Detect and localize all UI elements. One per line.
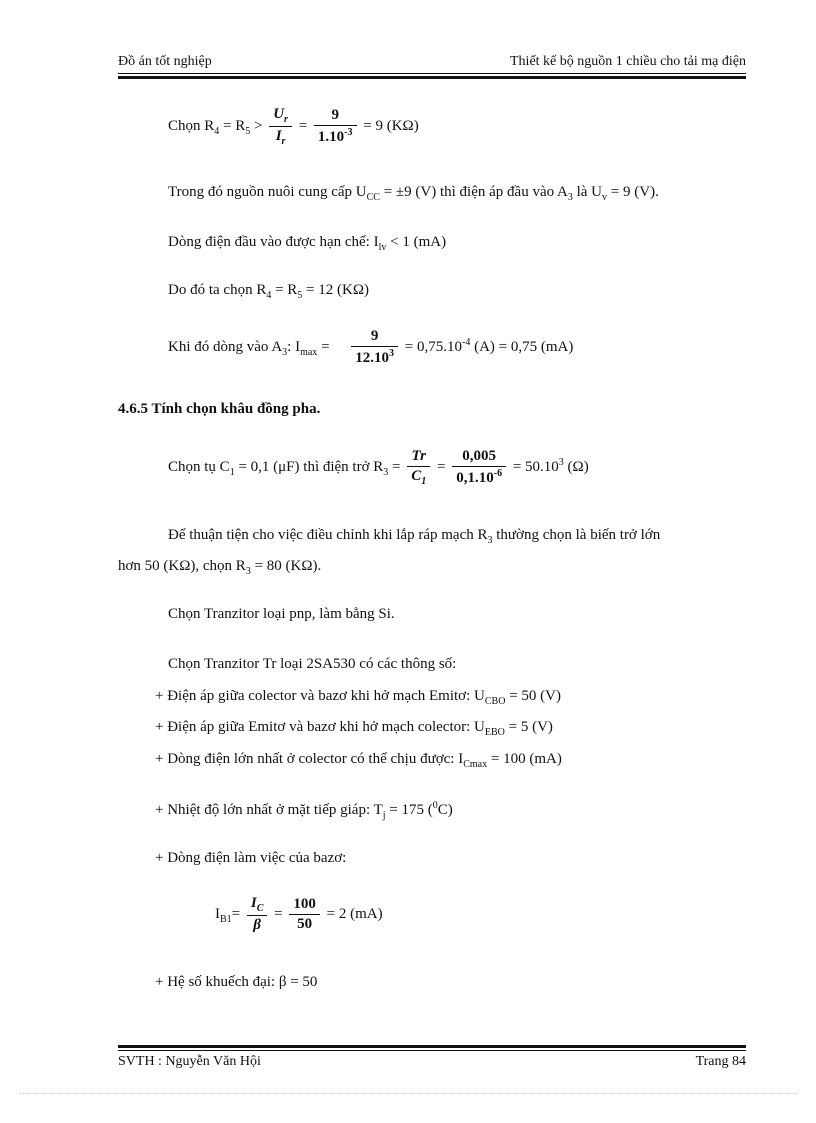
footer-rule-thick <box>118 1045 746 1048</box>
bullet-uebo: + Điện áp giữa Emitơ và bazơ khi hở mạch colector: $U_{EBO} = 5$ (V) <box>155 719 553 738</box>
paragraph-transistor-type: Chọn Tranzitor loại pnp, làm bằng Si. <box>168 606 395 622</box>
paragraph-input-current: Dòng điện đầu vào được hạn chế: $I_{lv} < 1$ (mA) <box>168 234 447 253</box>
bullet-tj: + Nhiệt độ lớn nhất ở mặt tiếp giáp: $T_j = 175$ ($^0$C) <box>155 800 453 821</box>
header-rule-thin <box>118 73 746 74</box>
header-rule-thick <box>118 76 746 79</box>
header-right: Thiết kế bộ nguồn 1 chiều cho tải mạ điện <box>510 54 746 69</box>
bullet-gain: + Hệ số khuếch đại: β = 50 <box>155 974 318 990</box>
formula-imax: Khi đó dòng vào $A_3$: $I_{max}$ = $\frac{9}{12.10^3}$ = $0,75.10^{-4}$ (A) = 0,75 (mA) <box>168 328 574 366</box>
fraction-0005: $\frac{0,005}{0,1.10^{-6}}$ <box>452 448 506 487</box>
fraction-ur-ir: $\frac{U_r}{I_r}$ <box>269 106 292 147</box>
page-header <box>118 54 746 72</box>
footer-author: SVTH : Nguyễn Văn Hội <box>118 1054 261 1069</box>
header-left: Đồ án tốt nghiệp <box>118 54 212 69</box>
paragraph-transistor-params: Chọn Tranzitor Tr loại 2SA530 có các thông số: <box>168 656 457 672</box>
paragraph-supply: Trong đó nguồn nuôi cung cấp $U_{CC} = \pm 9$ (V) thì điện áp đầu vào $A_3$ là $U_v = 9$ (V). <box>168 184 659 203</box>
paragraph-choose-r: Do đó ta chọn $R_4 = R_5 = 12$ (KΩ) <box>168 282 369 301</box>
fraction-ic-beta: $\frac{I_C}{\beta}$ <box>247 895 268 934</box>
section-heading: 4.6.5 Tính chọn khâu đồng pha. <box>118 401 321 417</box>
fraction-100-50: $\frac{100}{50}$ <box>289 896 320 933</box>
footer-page-number: Trang 84 <box>695 1054 746 1069</box>
fraction-9-over: $\frac{9}{1.10^{-3}}$ <box>314 107 357 146</box>
footer-rule-thin <box>118 1050 746 1051</box>
fraction-imax: $\frac{9}{12.10^3}$ <box>351 328 398 367</box>
formula-r4-r5: Chọn $R_4 = R_5$ > $\frac{U_r}{I_r}$ = $\frac{9}{1.10^{-3}}$ = 9 (KΩ) <box>168 106 419 147</box>
fraction-tr-c1: $\frac{Tr}{C_1}$ <box>407 448 430 487</box>
bullet-base-current: + Dòng điện làm việc của bazơ: <box>155 850 347 866</box>
page-bottom-divider <box>20 1093 796 1094</box>
formula-r3: Chọn tụ $C_1 = 0,1$ (μF) thì điện trở $R_3$ = $\frac{Tr}{C_1}$ = $\frac{0,005}{0,1.10^{-6}}$ = $50.10^3$ (Ω) <box>168 448 589 487</box>
paragraph-convenience-line2: hơn 50 (KΩ), chọn $R_3 = 80$ (KΩ). <box>118 558 322 577</box>
paragraph-convenience-line1: Để thuận tiện cho việc điều chỉnh khi lắp ráp mạch $R_3$ thường chọn là biến trở lớn <box>168 527 661 546</box>
bullet-icmax: + Dòng điện lớn nhất ở colector có thể chịu được: $I_{Cmax} = 100$ (mA) <box>155 751 562 770</box>
formula-ib1: $I_{B1}=$ $\frac{I_C}{\beta}$ = $\frac{100}{50}$ = 2 (mA) <box>215 895 383 933</box>
bullet-ucbo: + Điện áp giữa colector và bazơ khi hở mạch Emitơ: $U_{CBO} = 50$ (V) <box>155 688 561 707</box>
